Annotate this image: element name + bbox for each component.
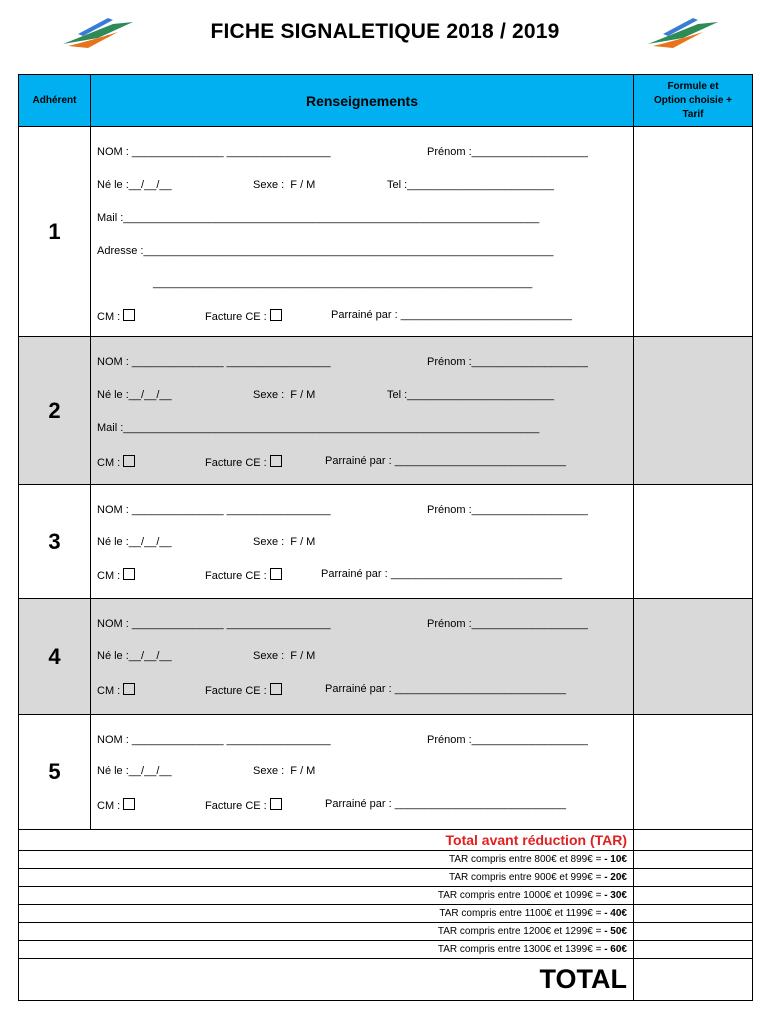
cm-field: CM :	[97, 455, 135, 469]
svg-text:~: ~	[106, 34, 110, 40]
cm-checkbox[interactable]	[123, 683, 135, 695]
reduction-value-cell[interactable]	[634, 923, 753, 941]
parraine-field[interactable]: Parrainé par : ____________________________	[325, 455, 566, 467]
table-header-row	[19, 75, 753, 127]
member-number: 3	[19, 485, 91, 599]
formule-cell[interactable]	[634, 337, 753, 485]
tar-row	[19, 830, 753, 851]
member-number: 4	[19, 599, 91, 715]
member-number: 2	[19, 337, 91, 485]
cm-checkbox[interactable]	[123, 568, 135, 580]
cm-field: CM :	[97, 309, 135, 323]
sexe-field[interactable]: Sexe : F / M	[253, 650, 316, 662]
nom-field[interactable]: NOM : _______________ _________________	[97, 146, 331, 158]
prenom-field[interactable]: Prénom :___________________	[427, 734, 588, 746]
prenom-field[interactable]: Prénom :___________________	[427, 618, 588, 630]
facture-ce-field: Facture CE :	[205, 568, 282, 582]
club-logo-icon	[643, 14, 723, 54]
facture-ce-checkbox[interactable]	[270, 568, 282, 580]
member-info	[91, 715, 634, 830]
mail-field[interactable]: Mail :____________________________________________________________________	[97, 422, 540, 434]
member-info	[91, 485, 634, 599]
member-info	[91, 127, 634, 337]
total-value-cell[interactable]	[634, 959, 753, 1001]
page-title: FICHE SIGNALETIQUE 2018 / 2019	[210, 20, 560, 43]
parraine-field[interactable]: Parrainé par : ____________________________	[325, 798, 566, 810]
birthdate-field[interactable]: Né le :__/__/__	[97, 765, 172, 777]
sexe-field[interactable]: Sexe : F / M	[253, 389, 316, 401]
registration-table	[18, 74, 753, 1001]
birthdate-field[interactable]: Né le :__/__/__	[97, 389, 172, 401]
reduction-row: TAR compris entre 900€ et 999€ = - 20€	[19, 869, 753, 887]
cm-field: CM :	[97, 683, 135, 697]
member-row	[19, 599, 753, 715]
member-info	[91, 337, 634, 485]
sexe-field[interactable]: Sexe : F / M	[253, 765, 316, 777]
total-label: TOTAL	[19, 959, 634, 1001]
member-row	[19, 485, 753, 599]
member-number: 5	[19, 715, 91, 830]
page-header	[0, 0, 770, 70]
parraine-field[interactable]: Parrainé par : ____________________________	[331, 309, 572, 321]
birthdate-field[interactable]: Né le :__/__/__	[97, 650, 172, 662]
cm-checkbox[interactable]	[123, 309, 135, 321]
nom-field[interactable]: NOM : _______________ _________________	[97, 734, 331, 746]
facture-ce-checkbox[interactable]	[270, 683, 282, 695]
facture-ce-field: Facture CE :	[205, 798, 282, 812]
sexe-field[interactable]: Sexe : F / M	[253, 179, 316, 191]
nom-field[interactable]: NOM : _______________ _________________	[97, 356, 331, 368]
nom-field[interactable]: NOM : _______________ _________________	[97, 618, 331, 630]
tar-value-cell[interactable]	[634, 830, 753, 851]
reduction-row: TAR compris entre 1000€ et 1099€ = - 30€	[19, 887, 753, 905]
reduction-row: TAR compris entre 800€ et 899€ = - 10€	[19, 851, 753, 869]
col-formule-header: Formule et Option choisie + Tarif	[634, 75, 753, 127]
mail-field[interactable]: Mail :____________________________________________________________________	[97, 212, 540, 224]
reduction-row: TAR compris entre 1100€ et 1199€ = - 40€	[19, 905, 753, 923]
tar-title: Total avant réduction (TAR)	[19, 830, 634, 851]
reduction-row: TAR compris entre 1300€ et 1399€ = - 60€	[19, 941, 753, 959]
adresse-suite-field[interactable]: ______________________________________________________________	[153, 277, 533, 289]
member-info	[91, 599, 634, 715]
cm-field: CM :	[97, 798, 135, 812]
facture-ce-field: Facture CE :	[205, 683, 282, 697]
member-row	[19, 715, 753, 830]
reduction-value-cell[interactable]	[634, 869, 753, 887]
parraine-field[interactable]: Parrainé par : ____________________________	[321, 568, 562, 580]
reduction-value-cell[interactable]	[634, 851, 753, 869]
member-row	[19, 127, 753, 337]
cm-checkbox[interactable]	[123, 455, 135, 467]
member-row	[19, 337, 753, 485]
formule-cell[interactable]	[634, 127, 753, 337]
sexe-field[interactable]: Sexe : F / M	[253, 536, 316, 548]
facture-ce-checkbox[interactable]	[270, 309, 282, 321]
birthdate-field[interactable]: Né le :__/__/__	[97, 536, 172, 548]
cm-field: CM :	[97, 568, 135, 582]
facture-ce-checkbox[interactable]	[270, 455, 282, 467]
cm-checkbox[interactable]	[123, 798, 135, 810]
reduction-value-cell[interactable]	[634, 887, 753, 905]
formule-cell[interactable]	[634, 599, 753, 715]
formule-cell[interactable]	[634, 485, 753, 599]
col-renseignements-header: Renseignements	[91, 75, 634, 127]
prenom-field[interactable]: Prénom :___________________	[427, 504, 588, 516]
member-number: 1	[19, 127, 91, 337]
nom-field[interactable]: NOM : _______________ _________________	[97, 504, 331, 516]
birthdate-field[interactable]: Né le :__/__/__	[97, 179, 172, 191]
adresse-field[interactable]: Adresse :___________________________________________________________________	[97, 245, 554, 257]
total-row	[19, 959, 753, 1001]
prenom-field[interactable]: Prénom :___________________	[427, 356, 588, 368]
formule-cell[interactable]	[634, 715, 753, 830]
reduction-row: TAR compris entre 1200€ et 1299€ = - 50€	[19, 923, 753, 941]
facture-ce-checkbox[interactable]	[270, 798, 282, 810]
tel-field[interactable]: Tel :________________________	[387, 389, 554, 401]
tel-field[interactable]: Tel :________________________	[387, 179, 554, 191]
facture-ce-field: Facture CE :	[205, 455, 282, 469]
col-adherent-header: Adhérent	[19, 75, 91, 127]
parraine-field[interactable]: Parrainé par : ____________________________	[325, 683, 566, 695]
reduction-value-cell[interactable]	[634, 905, 753, 923]
reduction-value-cell[interactable]	[634, 941, 753, 959]
facture-ce-field: Facture CE :	[205, 309, 282, 323]
prenom-field[interactable]: Prénom :___________________	[427, 146, 588, 158]
